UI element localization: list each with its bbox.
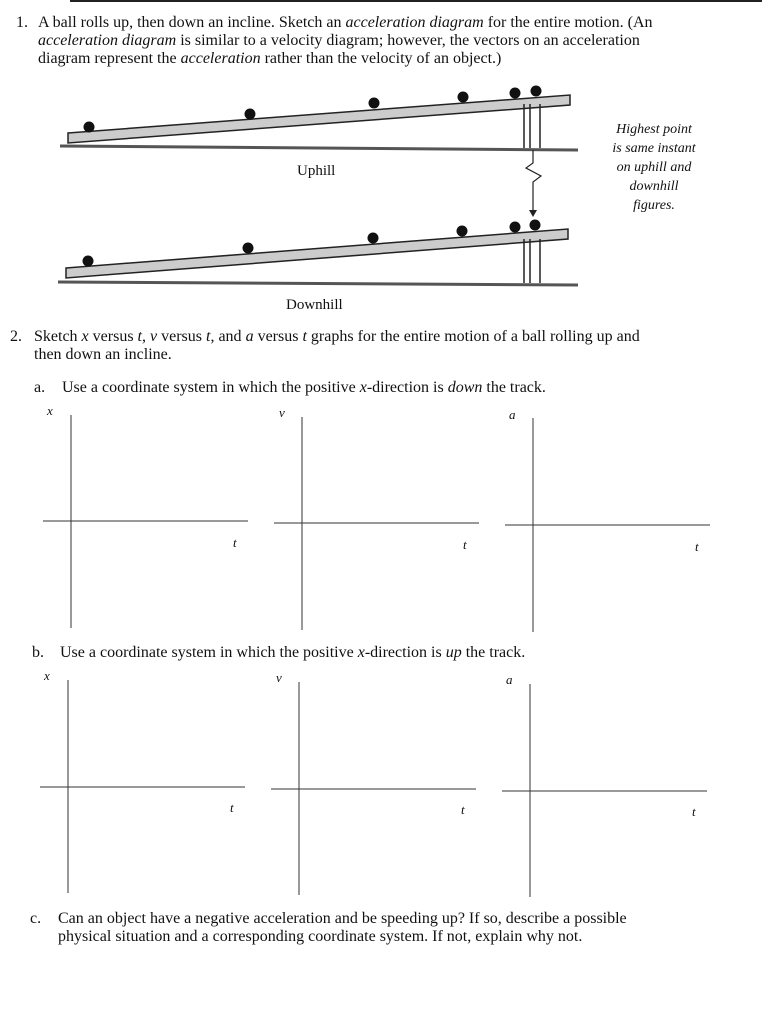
uphill-ground <box>60 146 578 150</box>
part-a-label: a. <box>34 379 46 396</box>
graph-b-a-t-label: t <box>692 804 696 819</box>
graph-a-v-t-label: t <box>463 537 467 552</box>
downhill-ball-3 <box>368 233 379 244</box>
graph-a-v <box>274 417 479 630</box>
downhill-track <box>66 229 568 278</box>
graph-b-a <box>502 684 707 897</box>
graph-a-a <box>505 418 710 632</box>
q1-number: 1. <box>16 14 28 31</box>
q2-number: 2. <box>10 328 22 345</box>
graph-a-x <box>43 415 248 628</box>
graph-a-v-label: v <box>279 405 285 420</box>
downhill-label: Downhill <box>286 297 343 313</box>
uphill-ball-2 <box>245 109 256 120</box>
graph-a-x-t-label: t <box>233 535 237 550</box>
same-instant-connector <box>526 150 541 210</box>
uphill-ball-1 <box>84 122 95 133</box>
graph-a-a-t-label: t <box>695 539 699 554</box>
connector-arrowhead <box>529 210 537 217</box>
part-c-label: c. <box>30 910 42 927</box>
graph-b-x-t-label: t <box>230 800 234 815</box>
uphill-label: Uphill <box>297 163 336 179</box>
uphill-ball-4 <box>458 92 469 103</box>
graph-b-x-label: x <box>44 668 50 683</box>
downhill-ground <box>58 282 578 285</box>
graph-b-v-t-label: t <box>461 802 465 817</box>
graph-b-a-label: a <box>506 672 513 687</box>
part-c-text: Can an object have a negative acceleration and be speeding up? If so, describe a possible physical situation and a corresponding coordinate system. If not, explain why not. <box>58 910 627 945</box>
q1-text: A ball rolls up, then down an incline. Sketch an acceleration diagram for the entire motion. (An acceleration diagram is similar to a velocity diagram; however, the vectors on an acceleration diagram represent the acceleration rather than the velocity of an object.) <box>38 14 653 67</box>
downhill-ball-6 <box>530 220 541 231</box>
uphill-ball-6 <box>531 86 542 97</box>
downhill-ball-2 <box>243 243 254 254</box>
part-b-label: b. <box>32 644 44 661</box>
graph-a-x-label: x <box>47 403 53 418</box>
q2-text: Sketch x versus t, v versus t, and a versus t graphs for the entire motion of a ball rolling up and then down an incline. <box>34 328 640 363</box>
graph-b-x <box>40 680 245 893</box>
graph-a-a-label: a <box>509 407 516 422</box>
part-b-text: Use a coordinate system in which the positive x-direction is up the track. <box>60 644 526 661</box>
downhill-ball-1 <box>83 256 94 267</box>
uphill-ball-5 <box>510 88 521 99</box>
downhill-ball-4 <box>457 226 468 237</box>
graph-b-v <box>271 682 476 895</box>
part-a-text: Use a coordinate system in which the positive x-direction is down the track. <box>62 379 546 396</box>
uphill-ball-3 <box>369 98 380 109</box>
graph-b-v-label: v <box>276 670 282 685</box>
downhill-ball-5 <box>510 222 521 233</box>
uphill-track <box>68 95 570 143</box>
highest-point-note: Highest point is same instant on uphill and downhill figures. <box>612 122 696 213</box>
